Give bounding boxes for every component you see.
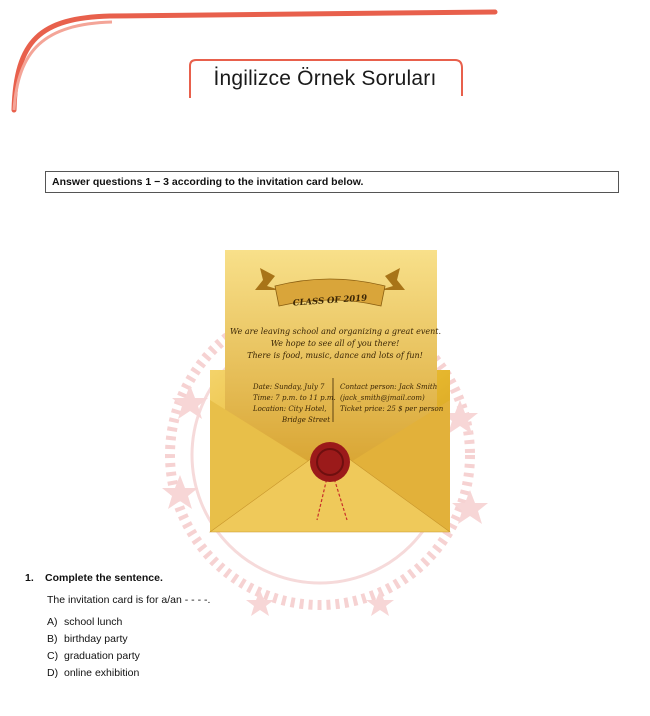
- card-location-street: Bridge Street: [282, 416, 331, 424]
- option-c[interactable]: [47, 650, 140, 662]
- option-text: school lunch: [64, 616, 123, 628]
- option-letter: A): [47, 616, 58, 628]
- instruction-box: Answer questions 1 − 3 according to the invitation card below.: [45, 171, 619, 193]
- option-d[interactable]: [47, 667, 139, 679]
- option-a[interactable]: [47, 616, 122, 628]
- card-date: Date: Sunday, July 7: [253, 383, 325, 391]
- card-line: We are leaving school and organizing a great event.: [230, 327, 441, 336]
- option-letter: B): [47, 633, 58, 645]
- question-title: Complete the sentence.: [45, 572, 163, 584]
- option-b[interactable]: [47, 633, 128, 645]
- page-title: İngilizce Örnek Soruları: [213, 67, 437, 90]
- card-line: There is food, music, dance and lots of fun!: [247, 351, 423, 360]
- header-decoration: [0, 0, 650, 120]
- card-banner: CLASS OF 2019: [292, 293, 368, 309]
- question-stem: The invitation card is for a/an - - - -.: [47, 594, 211, 606]
- option-text: graduation party: [64, 650, 140, 662]
- question-number: 1.: [25, 572, 34, 584]
- card-time: Time: 7 p.m. to 11 p.m.: [253, 394, 336, 402]
- option-text: online exhibition: [64, 667, 140, 679]
- option-letter: C): [47, 650, 59, 662]
- card-email: (jack_smith@jmail.com): [340, 394, 425, 402]
- card-line: We hope to see all of you there!: [270, 339, 400, 348]
- card-contact: Contact person: Jack Smith: [340, 383, 438, 391]
- option-text: birthday party: [64, 633, 128, 645]
- option-letter: D): [47, 667, 59, 679]
- card-ticket-price: Ticket price: 25 $ per person: [340, 405, 444, 413]
- card-location: Location: City Hotel,: [253, 405, 327, 413]
